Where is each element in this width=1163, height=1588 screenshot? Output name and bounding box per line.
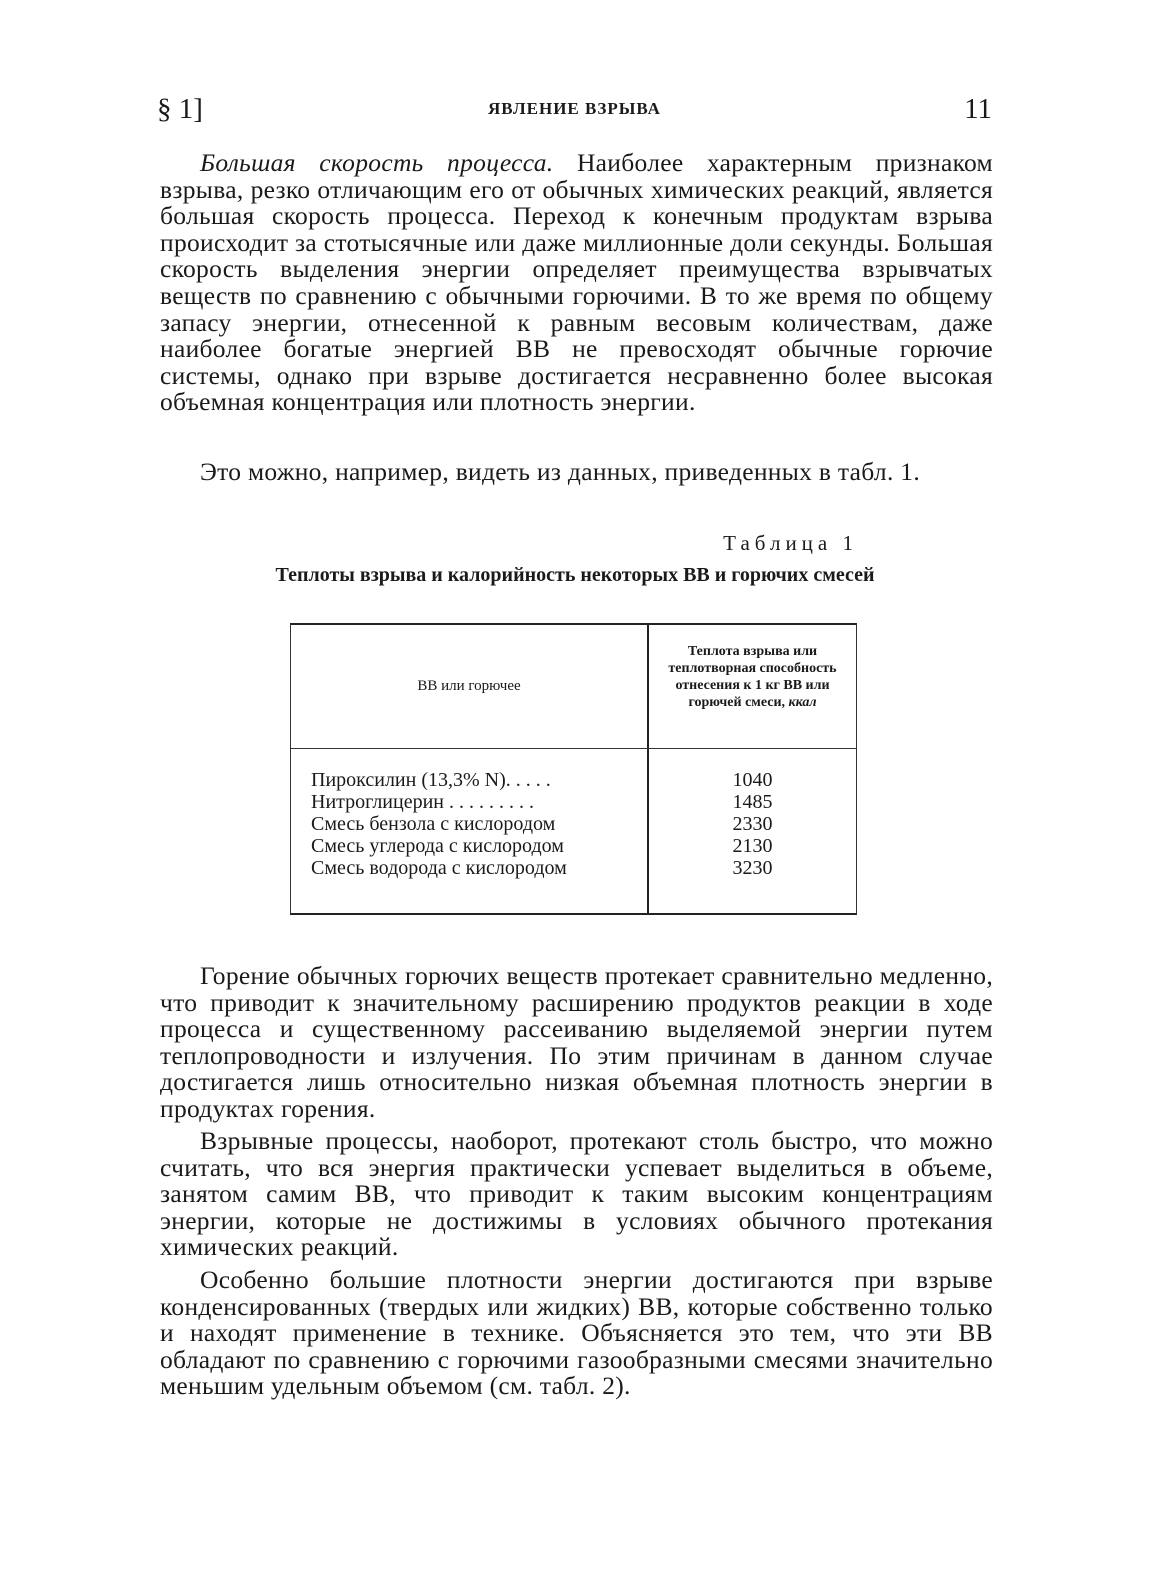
running-title: ЯВЛЕНИЕ ВЗРЫВА	[488, 99, 661, 118]
paragraph-lead-italic: Большая скорость процесса.	[200, 148, 554, 177]
paragraph-condensed-explosives: Особенно большие плотности энергии достигаются при взрыве конденсированных (твердых или жидких) ВВ, которые собственно только и находят применение в технике. Объясняется это тем, что эти ВВ обладают по сравнению с горючими газообразными смесями значительно меньшим удельным объемом (см. табл. 2).	[160, 1265, 993, 1401]
table-row-name: Смесь бензола с кислородом	[311, 813, 556, 835]
table-row-name: Пироксилин (13,3% N). . . . .	[311, 769, 551, 791]
running-header	[157, 93, 992, 127]
table-number: Таблица 1	[723, 531, 858, 555]
substance-column	[311, 769, 647, 879]
col-header-substance: ВВ или горючее	[417, 678, 521, 694]
heat-column	[649, 769, 856, 879]
table-row-value: 2130	[732, 835, 773, 857]
paragraph-table-ref: Это можно, например, видеть из данных, приведенных в табл. 1.	[200, 457, 921, 486]
table-row-value: 3230	[732, 857, 773, 879]
col-header-heat-text: Теплота взрыва или теплотворная способность отнесения к 1 кг ВВ или горючей смеси,	[668, 644, 837, 710]
paragraph-body: Наиболее характерным признаком взрыва, резко отличающим его от обычных химических реакций, является большая скорость процесса. Переход к конечным продуктам взрыва происходит за стотысячные или даже миллионные доли секунды. Большая скорость выделения энергии определяет преимущества взрывчатых веществ по сравнению с обычными горючими. В то же время по общему запасу энергии, отнесенной к равным весовым количествам, даже наиболее богатые энергией ВВ не превосходят обычные горючие системы, однако при взрыве достигается несравненно более высокая объемная концентрация или плотность энергии.	[160, 148, 993, 417]
table-row-value: 2330	[732, 813, 773, 835]
header-rule	[291, 748, 856, 749]
col-header-unit: ккал	[788, 695, 817, 710]
col-header-heat	[649, 643, 856, 711]
table-row-name: Смесь водорода с кислородом	[311, 857, 567, 879]
table-row-name: Нитроглицерин . . . . . . . . .	[311, 791, 534, 813]
table-row-value: 1040	[732, 769, 773, 791]
table-row-value: 1485	[732, 791, 773, 813]
paragraph-explosive-processes: Взрывные процессы, наоборот, протекают столь быстро, что можно считать, что вся энергия практически успевает выделиться в объеме, занятом самим ВВ, что приводит к таким высоким концентрациям энергии, которые не достижимы в условиях обычного протекания химических реакций.	[160, 1126, 993, 1262]
table-row-name: Смесь углерода с кислородом	[311, 835, 564, 857]
table-title: Теплоты взрыва и калорийность некоторых ВВ и горючих смесей	[275, 564, 875, 586]
page-number: 11	[964, 93, 992, 125]
paragraph-combustion: Горение обычных горючих веществ протекает сравнительно медленно, что приводит к значительному расширению продуктов реакции в ходе процесса и существенному рассеиванию выделяемой энергии путем теплопроводности и излучения. По этим причинам в данном случае достигается лишь относительно низкая объемная плотность энергии в продуктах горения.	[160, 961, 993, 1123]
section-marker: § 1]	[157, 93, 203, 125]
paragraph-speed	[160, 150, 993, 416]
heat-table	[290, 623, 857, 915]
